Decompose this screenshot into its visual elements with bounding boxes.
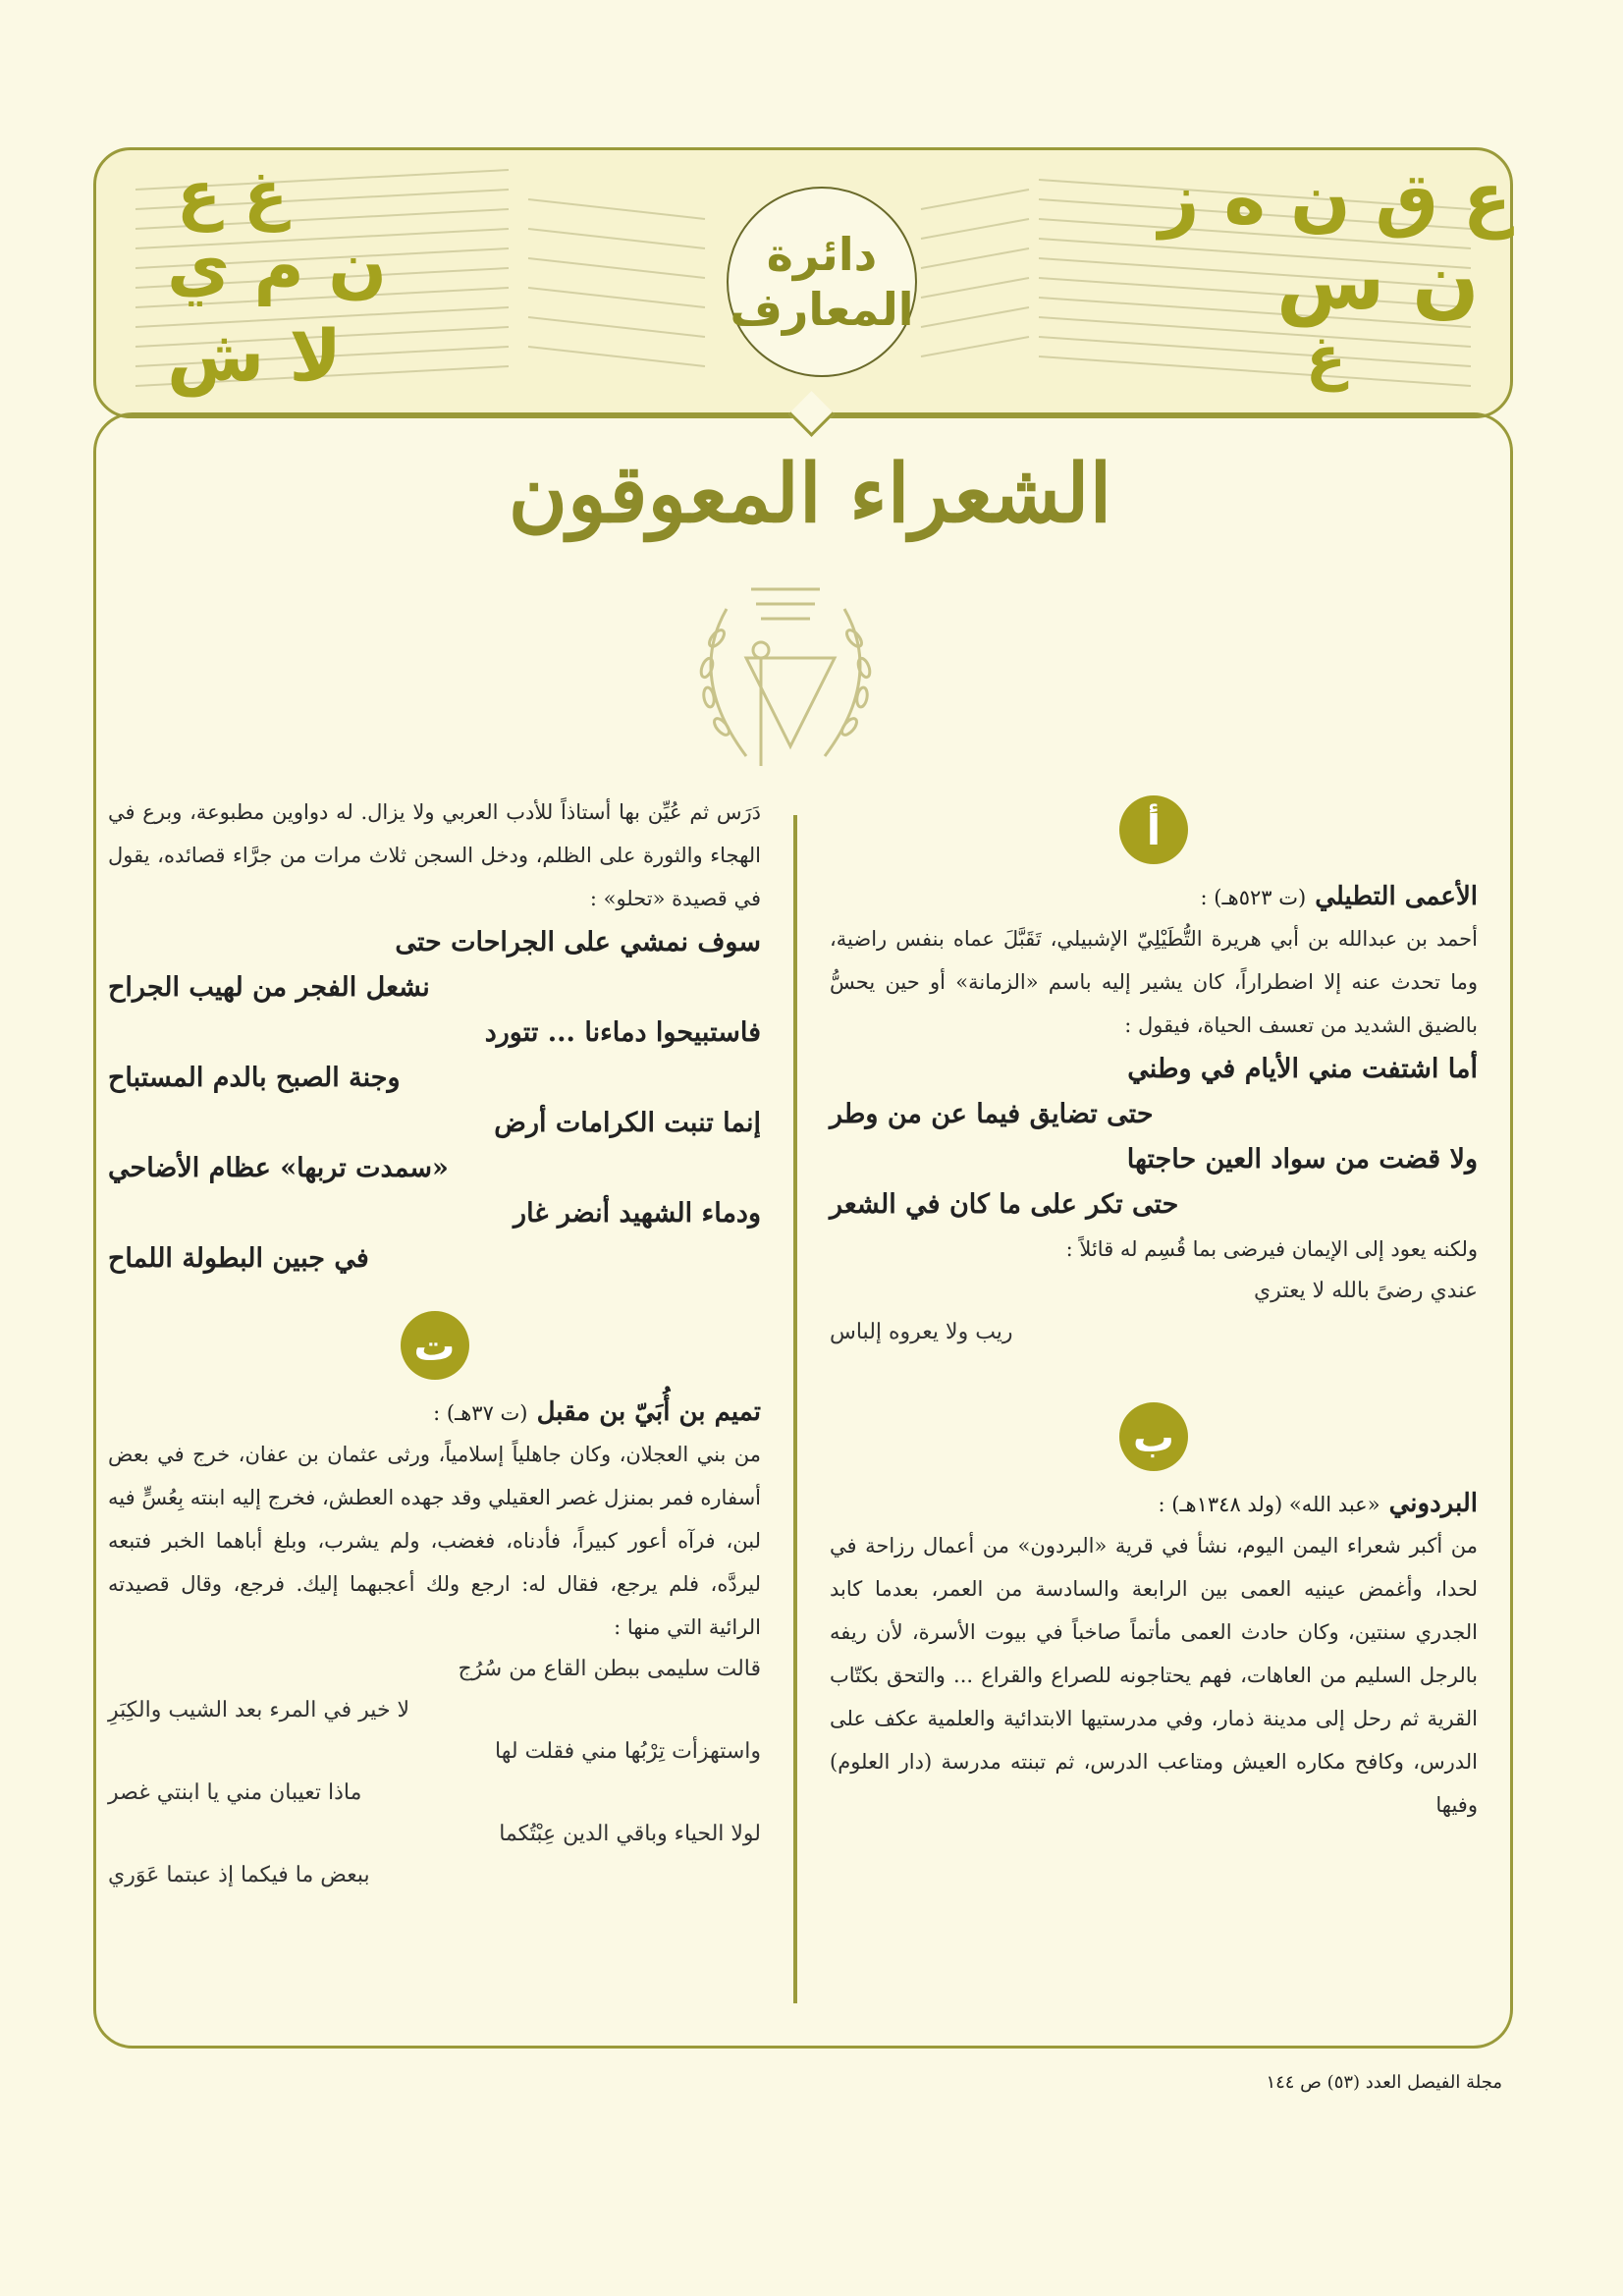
verse-line: ريب ولا يعروه إلباس [830, 1320, 1013, 1344]
section-badge-ta: ت [401, 1311, 469, 1380]
verse-line: إنما تنبت الكرامات أرض [494, 1108, 761, 1138]
header-letters-right-mid: ن س [1276, 236, 1480, 327]
poet-bio-tutaili: أحمد بن عبدالله بن أبي هريرة التُّطَيْلِيّ الإشبيلي، تَقَبَّلَ عماه بنفس راضية، وما تحدث عنه إلا اضطراراً، كان يشير إليه باسم «الزمانة» أو حين يحسُّ بالضيق الشديد من تعسف الحياة، فيقول : [830, 927, 1478, 1037]
verse-line: سوف نمشي على الجراحات حتى [395, 927, 761, 957]
poet-bio-bardouni-cont: دَرَس ثم عُيِّن بها أستاذاً للأدب العربي ولا يزال. له دواوين مطبوعة، وبرع في الهجاء والثورة على الظلم، ودخل السجن ثلاث مرات من جرَّاء قصائده، يقول في قصيدة «تحلو» : [108, 800, 761, 910]
verse-line: قالت سليمى ببطن القاع من سُرُج [458, 1657, 761, 1681]
header-letters-right-top: ع ق ن ه ز [1159, 157, 1512, 240]
poet-name-bardouni: البردوني [1388, 1489, 1478, 1518]
page-footer: مجلة الفيصل العدد (٥٣) ص ١٤٤ [1266, 2072, 1502, 2093]
poet-bio-tamim: من بني العجلان، وكان جاهلياً إسلامياً، ورثى عثمان بن عفان، خرج في بعض أسفاره فمر بمنزل غصر العقيلي وقد جهده العطش، فخرج إليه ابنته بِعُسٍّ فيه لبن، فرآه أعور كبيراً، فأدناه، فغضب، ولم يشرب، وبلغ أباهما الخبر فتبعه ليردَّه، فلم يرجع، فقال له: ارجع ولك أعجبهما إليك. فرجع، وقال قصيدته الرائية التي منها : [108, 1443, 761, 1639]
verse-line: فاستبيحوا دماءنا ... تتورد [484, 1017, 761, 1048]
poet-date-tamim: (ت ٣٧هـ) : [433, 1401, 528, 1425]
verse-line: ودماء الشهيد أنضر غار [514, 1198, 761, 1229]
verse-line: واستهزأت تِرْبُها مني فقلت لها [495, 1739, 761, 1764]
header-letters-left-bot: لا ش [167, 314, 343, 397]
column-divider [793, 815, 797, 2003]
poet-name-tutaili: الأعمى التطيلي [1315, 882, 1478, 911]
poet-heading-tamim [108, 1397, 761, 1427]
verse-line: نشعل الفجر من لهيب الجراح [108, 972, 430, 1003]
header-letters-right-bot: غ [1306, 324, 1346, 393]
header-letters-left-mid: ن م ي [167, 226, 387, 306]
section-logo-line2: المعارف [730, 283, 914, 336]
laurel-emblem-icon [668, 570, 903, 786]
section-badge-alif: أ [1119, 795, 1188, 864]
header-letters-left-top: غ ع [177, 157, 289, 233]
poet-date-tutaili: (ت ٥٢٣هـ) : [1200, 886, 1307, 909]
poet-heading-bardouni [830, 1489, 1478, 1518]
section-logo [727, 187, 917, 377]
verse-line: لا خير في المرء بعد الشيب والكِبَرِ [108, 1698, 410, 1722]
poet-bio-bardouni: من أكبر شعراء اليمن اليوم، نشأ في قرية «البردون» من أعمال رزاحة في لحدا، وأغمض عينيه العمى بين الرابعة والسادسة من العمر، بعدما كابد الجدري سنتين، وكان حادث العمى مأتماً صاخباً في بيوت الأسرة، لأن ريفه بالرجل السليم من العاهات، فهم يحتاجونه للصراع والقراع ... والتحق بكتّاب القرية ثم رحل إلى مدينة ذمار، وفي مدرستيها الابتدائية والعلمية عكف على الدرس، وكافح مكاره العيش ومتاعب الدرس، ثم تبنته مدرسة (دار العلوم) وفيها [830, 1534, 1478, 1817]
left-column [108, 791, 761, 1896]
poet-heading-tutaili [830, 882, 1478, 911]
verse-line: عندي رضىً بالله لا يعتري [1253, 1279, 1478, 1303]
poet-text-tutaili: ولكنه يعود إلى الإيمان فيرضى بما قُسِم له قائلاً : [1065, 1237, 1478, 1261]
poet-name-tamim: تميم بن أُبَيّ بن مقبل [536, 1397, 761, 1427]
verse-line: ولا قضت من سواد العين حاجتها [1126, 1144, 1478, 1175]
verse-line: «سمدت تربها» عظام الأضاحي [108, 1153, 449, 1183]
section-logo-line1: دائرة [766, 228, 878, 281]
verse-line: أما اشتفت مني الأيام في وطني [1127, 1054, 1478, 1084]
verse-line: حتى تكر على ما كان في الشعر [830, 1189, 1179, 1220]
poet-date-bardouni: «عبد الله» (ولد ١٣٤٨هـ) : [1158, 1493, 1380, 1516]
verse-line: في جبين البطولة اللماح [108, 1243, 369, 1274]
verse-line: لولا الحياء وباقي الدين عِبْتُكما [499, 1822, 761, 1846]
right-column [830, 795, 1478, 1827]
verse-line: ببعض ما فيكما إذ عبتما عَوَري [108, 1863, 370, 1887]
verse-line: وجنة الصبح بالدم المستباح [108, 1063, 401, 1093]
article-title: الشعراء المعوقون [508, 447, 1112, 541]
verse-line: حتى تضايق فيما عن من وطر [830, 1099, 1154, 1129]
verse-line: ماذا تعيبان مني يا ابنتي غصر [108, 1780, 362, 1805]
section-badge-ba: ب [1119, 1402, 1188, 1471]
